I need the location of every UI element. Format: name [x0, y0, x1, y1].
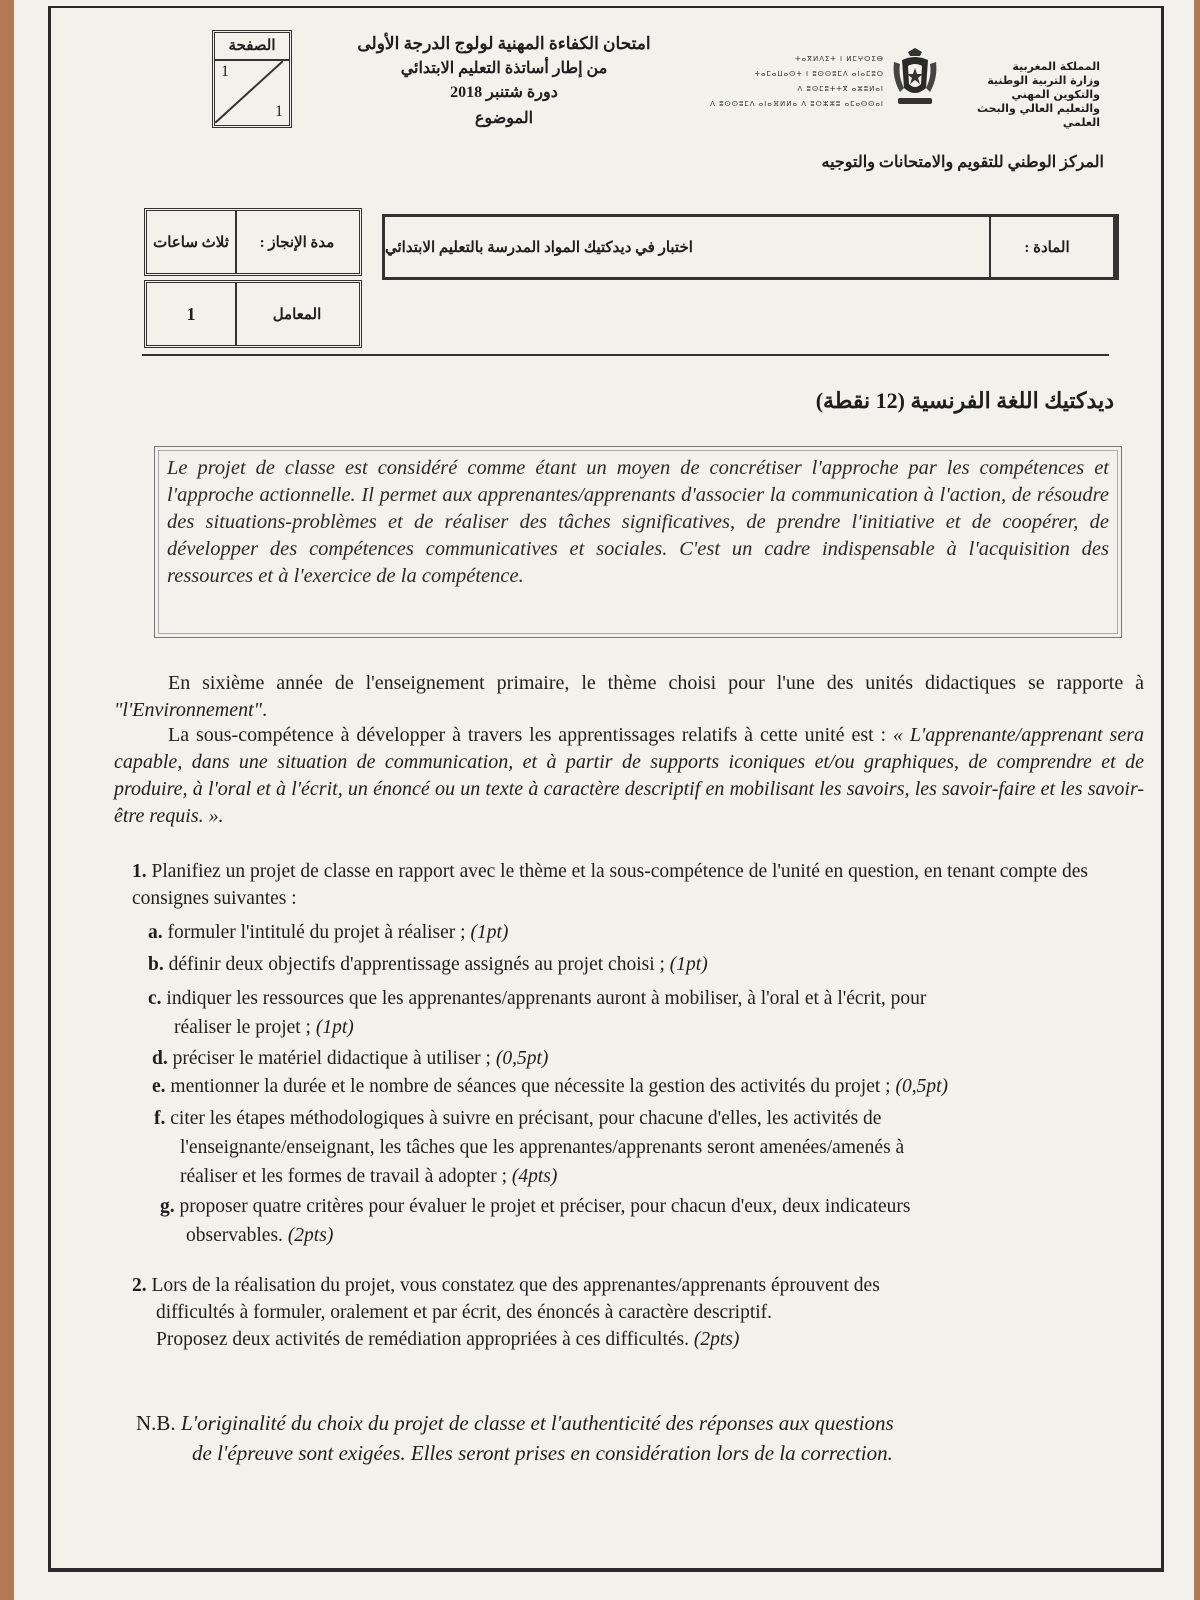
exam-title — [304, 34, 704, 128]
sub-competence-quote: « L'apprenante/apprenant sera capable, dans une situation de communication, et à partir de supports iconiques et/ou graphiques, de comprendre et de produire, à l'oral et à l'écrit, un énoncé ou un texte à caractère descriptif en mobilisant les savoirs, les savoir-faire et les savoir-être requis. ». — [114, 724, 1144, 827]
coat-of-arms-icon — [890, 48, 940, 108]
page-number-box — [212, 30, 292, 128]
center-name: المركز الوطني للتقويم والامتحانات والتوجيه — [821, 154, 1104, 171]
subject-value: اختبار في ديدكتيك المواد المدرسة بالتعليم الابتدائي — [385, 239, 693, 256]
question-text: Planifiez un projet de classe en rapport avec le thème et la sous-compétence de l'unité en question, en tenant compte des consignes suivantes : — [132, 861, 1088, 909]
duration-table — [144, 208, 362, 276]
item-e: e. mentionner la durée et le nombre de séances que nécessite la gestion des activités du projet ; (0,5pt) — [152, 1076, 948, 1097]
item-a: a. formuler l'intitulé du projet à réaliser ; (1pt) — [148, 922, 509, 943]
coefficient-value: 1 — [186, 303, 196, 324]
nota-bene: N.B. L'originalité du choix du projet de classe et l'authenticité des réponses aux questions de l'épreuve sont exigées. Elles seront prises en considération lors de la correction. — [136, 1411, 894, 1465]
intro-box — [154, 446, 1122, 638]
exam-title-line2: من إطار أساتذة التعليم الابتدائي — [400, 60, 608, 77]
theme-name: "l'Environnement" — [114, 699, 263, 721]
intro-text: Le projet de classe est considéré comme étant un moyen de concrétiser l'approche par les compétences et l'approche actionnelle. Il permet aux apprenantes/apprenants d'associer la communication à l'action, de résoudre des situations-problèmes et de réaliser des tâches significatives, de prendre l'initiative et de coopérer, de développer des compétences communicatives et sociales. C'est un cadre indispensable à l'acquisition des ressources et à l'exercice de la compétence. — [167, 457, 1109, 587]
question-number: 1. — [132, 861, 147, 882]
exam-title-line1: امتحان الكفاءة المهنية لولوج الدرجة الأولى — [357, 34, 651, 53]
page-total: 1 — [275, 103, 283, 120]
item-b: b. définir deux objectifs d'apprentissage assignés au projet choisi ; (1pt) — [148, 954, 708, 975]
section-title: ديدكتيك اللغة الفرنسية (12 نقطة) — [815, 388, 1114, 413]
item-f: f. citer les étapes méthodologiques à suivre en précisant, pour chacune d'elles, les activités de l'enseignante/enseignant, les tâches que les apprenantes/apprenants seront amenées/amenés à réaliser et les formes de travail à adopter ; (4pts) — [154, 1108, 905, 1187]
header-divider — [142, 354, 1109, 356]
item-g: g. proposer quatre critères pour évaluer le projet et préciser, pour chacun d'eux, deux indicateurs observables. (2pts) — [160, 1196, 911, 1246]
exam-subject-label: الموضوع — [474, 110, 534, 127]
duration-value: ثلاث ساعات — [153, 234, 229, 251]
duration-label: مدة الإنجاز : — [235, 211, 357, 273]
page-label: الصفحة — [215, 33, 289, 61]
nb-label: N.B. — [136, 1411, 176, 1435]
context-paragraph-1: En sixième année de l'enseignement primaire, le thème choisi pour l'une des unités didactiques se rapporte à "l'Environnement". — [114, 672, 1144, 721]
context-paragraph-2: La sous-compétence à développer à travers les apprentissages relatifs à cette unité est : « L'apprenante/apprenant sera capable, dans une situation de communication, et à partir de supports iconiques et/ou graphiques, de comprendre et de produire, à l'oral et à l'écrit, un énoncé ou un texte à caractère descriptif en mobilisant les savoirs, les savoir-faire et les savoir-être requis. ». — [114, 724, 1144, 827]
exam-session: دورة شتنبر 2018 — [450, 84, 558, 101]
coefficient-table — [144, 280, 362, 348]
page-number: 1 — [221, 63, 229, 80]
subject-label: المادة : — [989, 217, 1103, 277]
question-2: 2. Lors de la réalisation du projet, vous constatez que des apprenantes/apprenants éprouvent des difficultés à formuler, oralement et par écrit, des énoncés à caractère descriptif. Proposez deux activités de remédiation appropriées à ces difficultés. (2pts) — [132, 1275, 880, 1350]
item-d: d. préciser le matériel didactique à utiliser ; (0,5pt) — [152, 1048, 549, 1069]
exam-sheet — [14, 0, 1194, 1600]
question-1 — [132, 858, 1142, 912]
coefficient-label: المعامل — [235, 283, 357, 345]
item-c: c. indiquer les ressources que les apprenantes/apprenants auront à mobiliser, à l'oral et à l'écrit, pour réaliser le projet ; (1pt) — [148, 988, 927, 1038]
subject-table — [382, 214, 1119, 280]
tifinagh-ministry-text: ⵜⴰⴳⵍⴷⵉⵜ ⵏ ⵍⵎⵖⵔⵉⴱ ⵜⴰⵎⴰⵡⴰⵙⵜ ⵏ ⵓⵙⵙⵓⵎⴷ ⴰⵏⴰⵎⵓⵔ ⴷ ⵓⵙⵎⵓⵜⵜⴳ ⴰⵣⵓⵍⴰⵏ ⴷ ⵓⵙⵙⵓⵎⴷ ⴰⵏⴰⴼⵍⵍⴰ ⴷ ⵓⵔⵣⵣⵓ ⴰⵎⴰⵙⵙⴰⵏ — [710, 55, 884, 108]
ministry-name: المملكة المغربية وزارة التربية الوطنية والتكوين المهني والتعليم العالي والبحث العلمي — [976, 60, 1100, 129]
